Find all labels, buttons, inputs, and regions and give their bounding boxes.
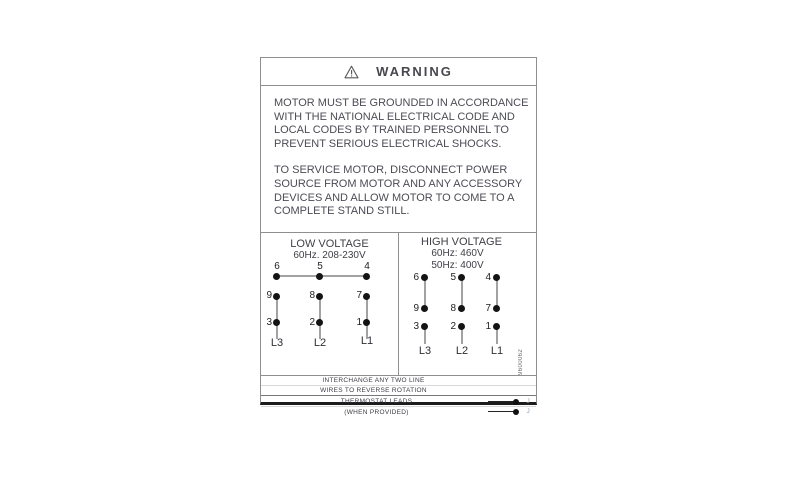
high-voltage-title: HIGH VOLTAGE	[421, 236, 502, 248]
lead-label-l2: L2	[455, 345, 469, 357]
warning-text-line: MOTOR MUST BE GROUNDED IN ACCORDANCE	[274, 97, 529, 109]
terminal-dot-8	[316, 293, 323, 300]
terminal-number-2: 2	[450, 321, 456, 332]
warning-header	[261, 58, 536, 86]
terminal-number-9: 9	[266, 290, 272, 301]
part-number: 9600062	[518, 348, 524, 375]
terminal-number-5: 5	[317, 261, 323, 272]
service-warning-paragraph	[274, 164, 536, 218]
terminal-dot-3	[421, 323, 428, 330]
lead-wire-line	[488, 411, 514, 413]
terminal-dot-1	[493, 323, 500, 330]
terminal-dot-8	[458, 305, 465, 312]
warning-text-line: TO SERVICE MOTOR, DISCONNECT POWER	[274, 164, 508, 177]
terminal-number-3: 3	[413, 321, 419, 332]
terminal-number-9: 9	[413, 303, 419, 314]
terminal-dot-2	[458, 323, 465, 330]
lead-label-l3: L3	[418, 345, 432, 357]
terminal-number-8: 8	[450, 303, 456, 314]
high-voltage-freq-1: 60Hz: 460V	[431, 248, 484, 259]
high-voltage-freq-2: 50Hz: 400V	[431, 260, 484, 271]
terminal-dot-6	[273, 273, 280, 280]
terminal-dot-4	[493, 274, 500, 281]
warning-text-block	[261, 86, 536, 233]
wiring-diagram-section	[261, 233, 536, 375]
terminal-dot-3	[273, 319, 280, 326]
terminal-dot-9	[273, 293, 280, 300]
terminal-dot-2	[316, 319, 323, 326]
terminal-dot-5	[316, 273, 323, 280]
lead-j-label: J	[526, 398, 530, 405]
terminal-number-7: 7	[485, 303, 491, 314]
lead-label-l1: L1	[490, 345, 504, 357]
terminal-number-4: 4	[364, 261, 370, 272]
terminal-dot-4	[363, 273, 370, 280]
wire-line	[366, 296, 368, 339]
high-voltage-diagram	[399, 233, 536, 375]
terminal-dot-5	[458, 274, 465, 281]
lead-label-l2: L2	[313, 337, 327, 349]
note-interchange-line-1	[261, 376, 536, 386]
terminal-number-5: 5	[450, 272, 456, 283]
lead-label-l1: L1	[360, 335, 374, 347]
terminal-dot-9	[421, 305, 428, 312]
thermostat-lead-symbol	[488, 408, 530, 415]
terminal-dot-6	[421, 274, 428, 281]
note-interchange-line-2	[261, 386, 536, 396]
warning-text-line: COMPLETE STAND STILL.	[274, 205, 410, 218]
terminal-dot-7	[493, 305, 500, 312]
terminal-dot-7	[363, 293, 370, 300]
grounding-warning-paragraph	[274, 97, 536, 151]
warning-text-line: DEVICES AND ALLOW MOTOR TO COME TO A	[274, 191, 515, 204]
wire-line	[276, 296, 278, 339]
terminal-number-3: 3	[266, 317, 272, 328]
lead-j-label: J	[526, 408, 530, 415]
warning-text-line: SOURCE FROM MOTOR AND ANY ACCESSORY	[274, 177, 523, 190]
lead-terminal-dot	[513, 409, 519, 415]
note-text: INTERCHANGE ANY TWO LINE	[322, 377, 425, 384]
thermostat-lead-symbol	[488, 398, 530, 405]
terminal-number-6: 6	[413, 272, 419, 283]
lead-wire-line	[488, 401, 514, 403]
terminal-number-6: 6	[274, 261, 280, 272]
terminal-number-7: 7	[356, 290, 362, 301]
warning-text-line: LOCAL CODES BY TRAINED PERSONNEL TO	[274, 124, 509, 137]
lead-label-l3: L3	[270, 337, 284, 349]
terminal-number-1: 1	[485, 321, 491, 332]
low-voltage-title: LOW VOLTAGE	[290, 238, 369, 250]
terminal-number-4: 4	[485, 272, 491, 283]
note-text: (WHEN PROVIDED)	[344, 408, 409, 416]
low-voltage-subtitle: 60Hz. 208-230V	[293, 250, 366, 261]
terminal-number-2: 2	[309, 317, 315, 328]
note-text: WIRES TO REVERSE ROTATION	[320, 387, 427, 394]
note-thermostat-line-2	[261, 407, 536, 417]
terminal-number-8: 8	[309, 290, 315, 301]
motor-warning-label	[260, 57, 537, 416]
warning-text-line: PREVENT SERIOUS ELECTRICAL SHOCKS.	[274, 137, 502, 150]
low-voltage-diagram	[261, 233, 399, 375]
note-text: THERMOSTAT LEADS	[340, 397, 413, 405]
warning-text-line: WITH THE NATIONAL ELECTRICAL CODE AND	[274, 110, 515, 123]
lead-terminal-dot	[513, 399, 519, 405]
wire-line	[319, 296, 321, 339]
notes-section	[261, 375, 536, 417]
terminal-dot-1	[363, 319, 370, 326]
warning-triangle-icon	[344, 65, 359, 79]
note-thermostat-line-1	[261, 396, 536, 407]
terminal-number-1: 1	[356, 317, 362, 328]
warning-title: WARNING	[376, 64, 453, 79]
